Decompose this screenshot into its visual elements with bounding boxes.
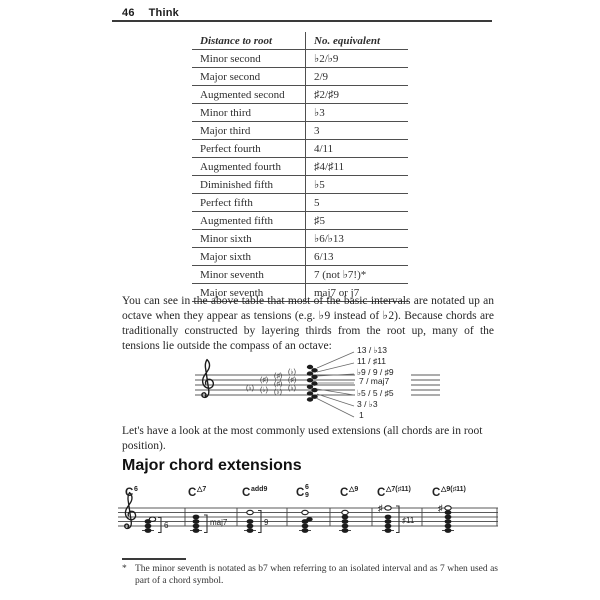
chord-symbol-extension: △9(♯11) [441, 486, 466, 493]
interval-equivalent: 4/11 [306, 140, 409, 158]
accidental: (♭) [260, 387, 268, 394]
accidental: (♯) [260, 377, 269, 384]
table-row [192, 68, 408, 86]
bracket-label: 9 [264, 518, 269, 527]
interval-equivalent: ♭3 [306, 104, 409, 122]
column-header: No. equivalent [306, 32, 409, 50]
table-row [192, 158, 408, 176]
interval-equivalent: 2/9 [306, 68, 409, 86]
interval-equivalent: maj7 or j7 [306, 284, 409, 302]
chord-notes [142, 517, 169, 533]
interval-name: Minor third [192, 104, 306, 122]
table-row [192, 86, 408, 104]
table-row [192, 176, 408, 194]
chord-symbol: C [340, 487, 349, 499]
interval-name: Augmented second [192, 86, 306, 104]
interval-name: Major sixth [192, 248, 306, 266]
chord-symbol: C [432, 487, 441, 499]
tension-stack-figure [190, 342, 470, 434]
chord-symbol-extension: 6 [305, 484, 309, 491]
sharp-accidental: ♯ [378, 503, 383, 513]
tension-label: 1 [359, 410, 364, 420]
bracket-label: maj7 [210, 518, 228, 527]
table-row [192, 212, 408, 230]
accidental: (♯) [274, 373, 283, 380]
chord-symbol: C [377, 487, 386, 499]
interval-equivalent: ♯2/♯9 [306, 86, 409, 104]
interval-name: Major second [192, 68, 306, 86]
tone-cluster [307, 365, 318, 402]
interval-equivalent: ♭2/♭9 [306, 50, 409, 68]
accidental: (♯) [288, 377, 297, 384]
page-number: 46 [122, 7, 135, 19]
table-header-row [192, 32, 408, 50]
column-header: Distance to root [192, 32, 306, 50]
table-row [192, 194, 408, 212]
body-paragraph: Let's have a look at the most commonly used extensions (all chords are in root position). [122, 425, 483, 452]
accidental: (♯) [274, 381, 283, 388]
interval-name: Perfect fifth [192, 194, 306, 212]
interval-equivalent: ♭6/♭13 [306, 230, 409, 248]
chord-symbol: C [188, 487, 197, 499]
body-paragraph: You can see in the above table that most of the basic intervals are notated up an octave when they appear as tensions (e.g. ♭9 instead of ♭2). Because chords are traditionally constructed by layering thirds from the root up, many of the tensions lie outside the compass of an octave: [122, 295, 494, 352]
bracket-label: 6 [164, 521, 169, 530]
interval-name: Minor second [192, 50, 306, 68]
chord-symbol-extension: 9 [305, 492, 309, 499]
table-row [192, 266, 408, 284]
accidental-group [246, 368, 296, 396]
interval-equivalent: ♯5 [306, 212, 409, 230]
table-row [192, 104, 408, 122]
section-heading: Major chord extensions [122, 457, 302, 474]
chord-symbols [125, 484, 466, 499]
tension-label: 11 / ♯11 [357, 356, 386, 366]
accidental: (♭) [246, 385, 254, 392]
table-row [192, 140, 408, 158]
interval-name: Minor seventh [192, 266, 306, 284]
tension-label: 3 / ♭3 [357, 399, 378, 409]
tension-label: ♭9 / 9 / ♯9 [357, 367, 394, 377]
table-row [192, 122, 408, 140]
interval-name: Major third [192, 122, 306, 140]
chord-notes [438, 503, 454, 533]
chord-symbol-extension: △7 [197, 486, 207, 493]
tension-label: 13 / ♭13 [357, 345, 388, 355]
chord-symbol: C [296, 487, 305, 499]
footnote-rule [122, 558, 186, 560]
interval-name: Major seventh [192, 284, 306, 302]
interval-name: Augmented fourth [192, 158, 306, 176]
interval-name: Minor sixth [192, 230, 306, 248]
running-title: Think [148, 7, 179, 19]
table-row [192, 50, 408, 68]
accidental: (♭) [288, 385, 296, 392]
interval-equivalent: ♯4/♯11 [306, 158, 409, 176]
accidental: (♭) [274, 389, 282, 396]
chord-symbol-extension: △7(♯11) [386, 486, 411, 493]
interval-equivalent: 5 [306, 194, 409, 212]
chord-symbol-extension: 6 [134, 486, 138, 493]
tension-label: ♭5 / 5 / ♯5 [357, 388, 394, 398]
footnote-text: The minor seventh is notated as b7 when referring to an isolated interval and as 7 when used as part of a chord symbol. [135, 564, 498, 586]
interval-name: Perfect fourth [192, 140, 306, 158]
table-row [192, 248, 408, 266]
treble-clef-icon [202, 360, 213, 398]
running-header [122, 7, 179, 19]
footnote [122, 563, 498, 587]
interval-equivalent: 7 (not ♭7!)* [306, 266, 409, 284]
leader-lines [316, 352, 354, 417]
bracket-label: ♯11 [402, 516, 415, 525]
interval-equivalent: ♭5 [306, 176, 409, 194]
tension-labels [355, 344, 411, 420]
interval-table [192, 32, 408, 302]
tension-label: 7 / maj7 [359, 376, 390, 386]
chord-notes [378, 503, 415, 533]
interval-name: Augmented fifth [192, 212, 306, 230]
interval-equivalent: 3 [306, 122, 409, 140]
footnote-marker: * [122, 564, 127, 574]
chord-symbol: C [242, 487, 251, 499]
chord-symbol-extension: △9 [349, 486, 359, 493]
header-rule [112, 20, 492, 22]
accidental: (♭) [288, 369, 296, 376]
table-row [192, 230, 408, 248]
chord-symbol: C [125, 487, 134, 499]
sharp-accidental: ♯ [438, 503, 443, 513]
chord-extensions-figure [112, 478, 502, 560]
interval-equivalent: 6/13 [306, 248, 409, 266]
interval-name: Diminished fifth [192, 176, 306, 194]
chord-symbol-extension: add9 [251, 486, 268, 493]
